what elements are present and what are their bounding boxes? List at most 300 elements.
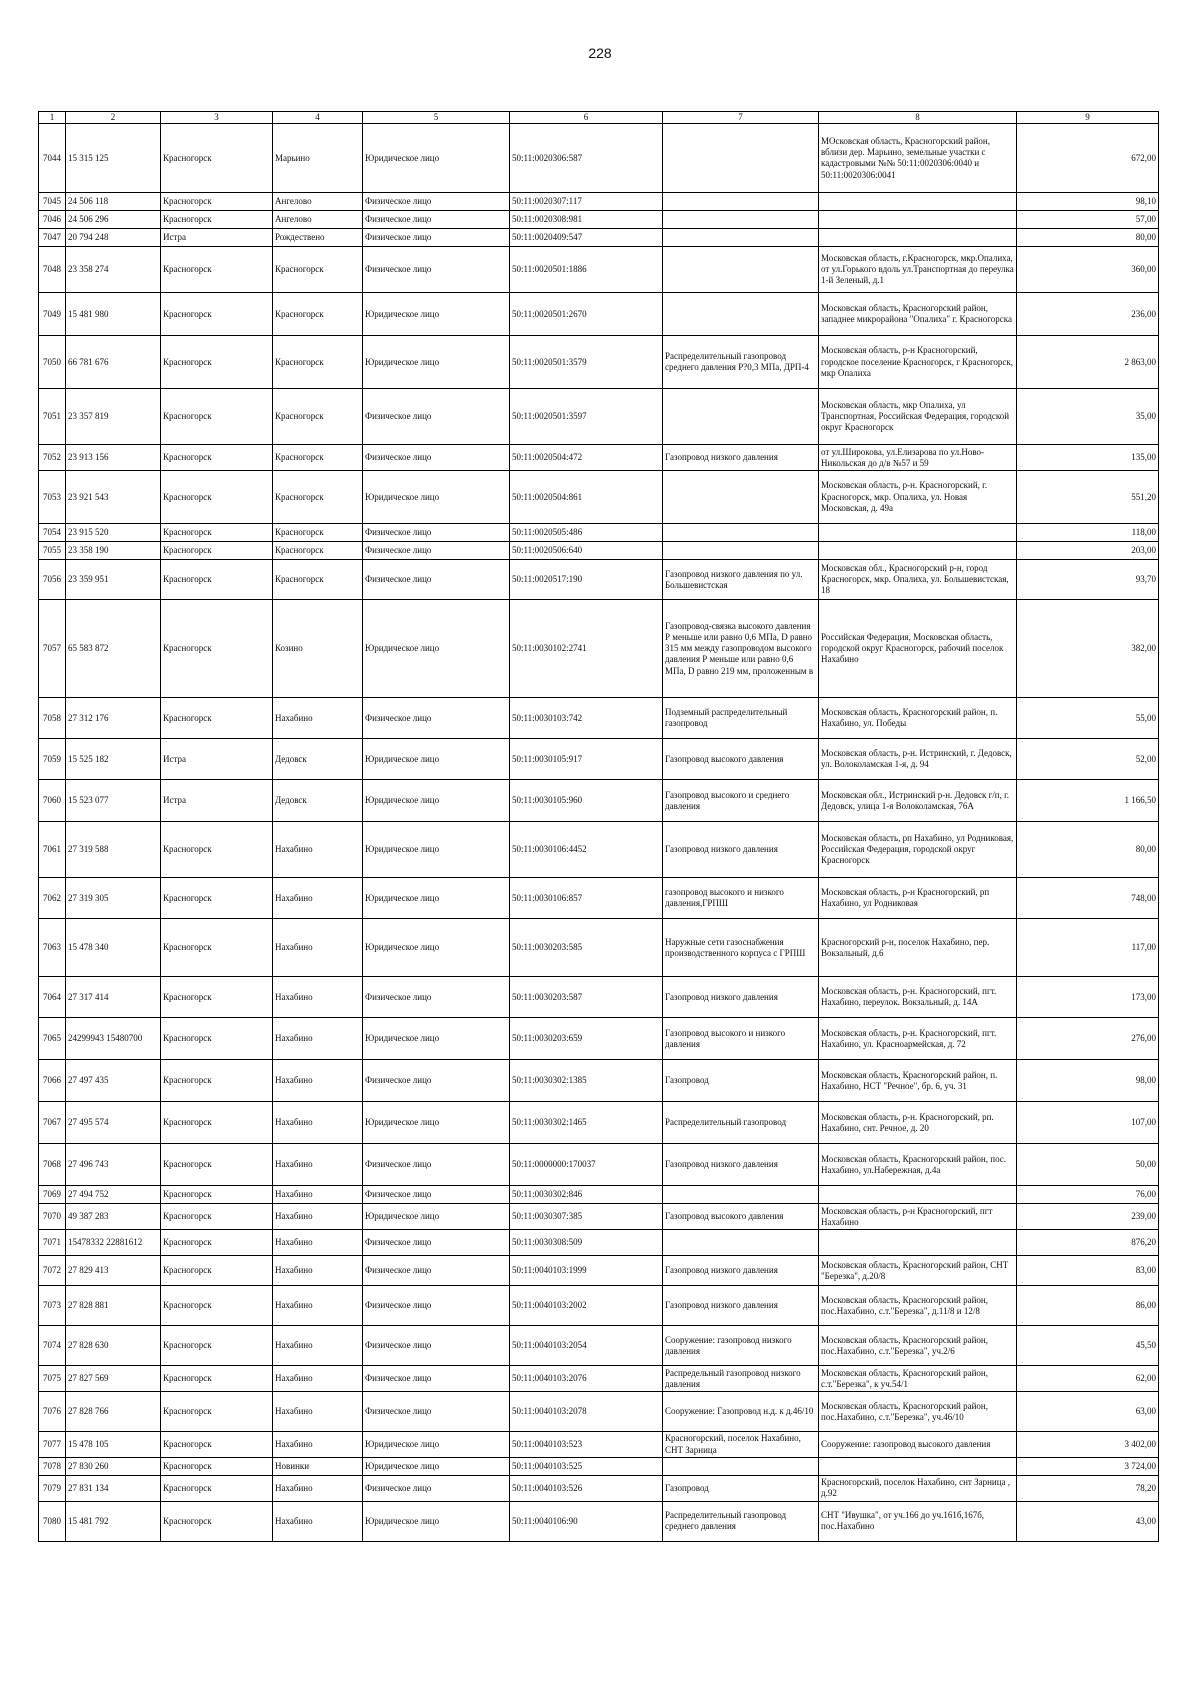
row-number: 7070 bbox=[39, 1204, 66, 1230]
inn-cell: 15 478 340 bbox=[66, 919, 161, 977]
locality-cell: Красногорск bbox=[273, 445, 363, 471]
cadastral-number-cell: 50:11:0020501:2670 bbox=[510, 293, 663, 336]
area-value-cell: 239,00 bbox=[1017, 1204, 1159, 1230]
address-cell: МОсковская область, Красногорский район, вблизи дер. Марьино, земельные участки с кадастровыми №№ 50:11:0020306:0040 и 50:11:0020306:0041 bbox=[819, 124, 1017, 193]
page-number: 228 bbox=[588, 45, 612, 61]
inn-cell: 66 781 676 bbox=[66, 336, 161, 389]
row-number: 7048 bbox=[39, 247, 66, 293]
inn-cell: 15 481 980 bbox=[66, 293, 161, 336]
table-row bbox=[39, 1186, 1159, 1204]
cadastral-number-cell: 50:11:0000000:170037 bbox=[510, 1144, 663, 1186]
object-description-cell: Газопровод bbox=[663, 1060, 819, 1102]
locality-cell: Красногорск bbox=[273, 247, 363, 293]
column-header: 5 bbox=[363, 112, 510, 124]
area-value-cell: 118,00 bbox=[1017, 524, 1159, 542]
owner-type-cell: Физическое лицо bbox=[363, 977, 510, 1018]
row-number: 7054 bbox=[39, 524, 66, 542]
cadastral-number-cell: 50:11:0040103:2054 bbox=[510, 1326, 663, 1366]
area-value-cell: 117,00 bbox=[1017, 919, 1159, 977]
inn-cell: 27 317 414 bbox=[66, 977, 161, 1018]
owner-type-cell: Физическое лицо bbox=[363, 1144, 510, 1186]
table-row bbox=[39, 822, 1159, 878]
column-header: 6 bbox=[510, 112, 663, 124]
registry-table bbox=[38, 111, 1159, 1542]
address-cell bbox=[819, 524, 1017, 542]
district-cell: Красногорск bbox=[161, 471, 273, 524]
cadastral-number-cell: 50:11:0020506:640 bbox=[510, 542, 663, 560]
district-cell: Красногорск bbox=[161, 878, 273, 919]
district-cell: Красногорск bbox=[161, 919, 273, 977]
table-row bbox=[39, 1501, 1159, 1541]
table-row bbox=[39, 124, 1159, 193]
locality-cell: Ангелово bbox=[273, 193, 363, 211]
cadastral-number-cell: 50:11:0020517:190 bbox=[510, 560, 663, 600]
address-cell: Московская область, р-н Красногорский, городское поселение Красногорск, г Красногорск, мкр Опалиха bbox=[819, 336, 1017, 389]
inn-cell: 27 830 260 bbox=[66, 1457, 161, 1475]
locality-cell: Нахабино bbox=[273, 1102, 363, 1144]
inn-cell: 23 921 543 bbox=[66, 471, 161, 524]
locality-cell: Ангелово bbox=[273, 211, 363, 229]
object-description-cell bbox=[663, 471, 819, 524]
district-cell: Красногорск bbox=[161, 1501, 273, 1541]
row-number: 7060 bbox=[39, 780, 66, 822]
cadastral-number-cell: 50:11:0030106:857 bbox=[510, 878, 663, 919]
owner-type-cell: Юридическое лицо bbox=[363, 471, 510, 524]
owner-type-cell: Физическое лицо bbox=[363, 542, 510, 560]
locality-cell: Нахабино bbox=[273, 878, 363, 919]
area-value-cell: 98,00 bbox=[1017, 1060, 1159, 1102]
locality-cell: Нахабино bbox=[273, 1392, 363, 1432]
area-value-cell: 2 863,00 bbox=[1017, 336, 1159, 389]
cadastral-number-cell: 50:11:0040103:526 bbox=[510, 1475, 663, 1501]
table-row bbox=[39, 524, 1159, 542]
owner-type-cell: Физическое лицо bbox=[363, 211, 510, 229]
district-cell: Красногорск bbox=[161, 193, 273, 211]
cadastral-number-cell: 50:11:0030203:659 bbox=[510, 1018, 663, 1060]
address-cell: Красногорский, поселок Нахабино, снт Зарница , д.92 bbox=[819, 1475, 1017, 1501]
row-number: 7052 bbox=[39, 445, 66, 471]
owner-type-cell: Юридическое лицо bbox=[363, 1102, 510, 1144]
object-description-cell bbox=[663, 1186, 819, 1204]
row-number: 7073 bbox=[39, 1286, 66, 1326]
column-header: 8 bbox=[819, 112, 1017, 124]
object-description-cell bbox=[663, 1230, 819, 1256]
object-description-cell: Красногорский, поселок Нахабино, СНТ Зарница bbox=[663, 1432, 819, 1458]
cadastral-number-cell: 50:11:0020308:981 bbox=[510, 211, 663, 229]
object-description-cell: газопровод высокого и низкого давления,ГРПШ bbox=[663, 878, 819, 919]
locality-cell: Красногорск bbox=[273, 389, 363, 445]
inn-cell: 23 358 274 bbox=[66, 247, 161, 293]
inn-cell: 23 359 951 bbox=[66, 560, 161, 600]
column-header: 3 bbox=[161, 112, 273, 124]
inn-cell: 15 523 077 bbox=[66, 780, 161, 822]
cadastral-number-cell: 50:11:0030302:1385 bbox=[510, 1060, 663, 1102]
district-cell: Красногорск bbox=[161, 211, 273, 229]
address-cell: Московская область, Красногорский район, пос.Нахабино, с.т."Березка", уч.46/10 bbox=[819, 1392, 1017, 1432]
locality-cell: Нахабино bbox=[273, 1501, 363, 1541]
row-number: 7056 bbox=[39, 560, 66, 600]
owner-type-cell: Физическое лицо bbox=[363, 193, 510, 211]
table-row bbox=[39, 1018, 1159, 1060]
district-cell: Красногорск bbox=[161, 1204, 273, 1230]
owner-type-cell: Физическое лицо bbox=[363, 560, 510, 600]
row-number: 7049 bbox=[39, 293, 66, 336]
row-number: 7055 bbox=[39, 542, 66, 560]
row-number: 7046 bbox=[39, 211, 66, 229]
district-cell: Красногорск bbox=[161, 445, 273, 471]
locality-cell: Нахабино bbox=[273, 1204, 363, 1230]
owner-type-cell: Юридическое лицо bbox=[363, 1432, 510, 1458]
inn-cell: 27 494 752 bbox=[66, 1186, 161, 1204]
cadastral-number-cell: 50:11:0020501:3579 bbox=[510, 336, 663, 389]
cadastral-number-cell: 50:11:0020306:587 bbox=[510, 124, 663, 193]
locality-cell: Нахабино bbox=[273, 822, 363, 878]
district-cell: Красногорск bbox=[161, 524, 273, 542]
table-row bbox=[39, 919, 1159, 977]
owner-type-cell: Физическое лицо bbox=[363, 1186, 510, 1204]
cadastral-number-cell: 50:11:0020307:117 bbox=[510, 193, 663, 211]
owner-type-cell: Физическое лицо bbox=[363, 389, 510, 445]
area-value-cell: 45,50 bbox=[1017, 1326, 1159, 1366]
table-row bbox=[39, 780, 1159, 822]
locality-cell: Нахабино bbox=[273, 1475, 363, 1501]
area-value-cell: 35,00 bbox=[1017, 389, 1159, 445]
owner-type-cell: Юридическое лицо bbox=[363, 1204, 510, 1230]
owner-type-cell: Физическое лицо bbox=[363, 1286, 510, 1326]
district-cell: Красногорск bbox=[161, 1102, 273, 1144]
district-cell: Красногорск bbox=[161, 822, 273, 878]
district-cell: Красногорск bbox=[161, 560, 273, 600]
address-cell bbox=[819, 193, 1017, 211]
inn-cell: 23 913 156 bbox=[66, 445, 161, 471]
row-number: 7069 bbox=[39, 1186, 66, 1204]
table-row bbox=[39, 1144, 1159, 1186]
address-cell: Московская область, р-н. Красногорский, пгт. Нахабино, переулок. Вокзальный, д. 14А bbox=[819, 977, 1017, 1018]
area-value-cell: 57,00 bbox=[1017, 211, 1159, 229]
row-number: 7071 bbox=[39, 1230, 66, 1256]
object-description-cell bbox=[663, 1457, 819, 1475]
address-cell: Московская область, Красногорский район, западнее микрорайона "Опалиха" г. Красногорска bbox=[819, 293, 1017, 336]
inn-cell: 27 829 413 bbox=[66, 1256, 161, 1286]
cadastral-number-cell: 50:11:0030105:917 bbox=[510, 739, 663, 780]
object-description-cell bbox=[663, 293, 819, 336]
object-description-cell bbox=[663, 211, 819, 229]
inn-cell: 15478332 22881612 bbox=[66, 1230, 161, 1256]
object-description-cell: Газопровод низкого давления bbox=[663, 1144, 819, 1186]
column-header: 9 bbox=[1017, 112, 1159, 124]
locality-cell: Красногорск bbox=[273, 471, 363, 524]
inn-cell: 24 506 118 bbox=[66, 193, 161, 211]
district-cell: Красногорск bbox=[161, 247, 273, 293]
row-number: 7067 bbox=[39, 1102, 66, 1144]
area-value-cell: 203,00 bbox=[1017, 542, 1159, 560]
object-description-cell: Сооружение: газопровод низкого давления bbox=[663, 1326, 819, 1366]
table-row bbox=[39, 211, 1159, 229]
cadastral-number-cell: 50:11:0020501:3597 bbox=[510, 389, 663, 445]
address-cell: Московская область, Красногорский район, пос. Нахабино, ул.Набережная, д.4а bbox=[819, 1144, 1017, 1186]
area-value-cell: 50,00 bbox=[1017, 1144, 1159, 1186]
owner-type-cell: Физическое лицо bbox=[363, 1475, 510, 1501]
inn-cell: 27 828 630 bbox=[66, 1326, 161, 1366]
area-value-cell: 76,00 bbox=[1017, 1186, 1159, 1204]
cadastral-number-cell: 50:11:0030106:4452 bbox=[510, 822, 663, 878]
column-header: 2 bbox=[66, 112, 161, 124]
address-cell: Московская область, Красногорский район, СНТ "Березка", д.20/8 bbox=[819, 1256, 1017, 1286]
district-cell: Красногорск bbox=[161, 1366, 273, 1392]
area-value-cell: 360,00 bbox=[1017, 247, 1159, 293]
locality-cell: Нахабино bbox=[273, 1366, 363, 1392]
table-row bbox=[39, 542, 1159, 560]
object-description-cell bbox=[663, 229, 819, 247]
locality-cell: Нахабино bbox=[273, 1144, 363, 1186]
address-cell: Московская область, р-н. Истринский, г. Дедовск, ул. Волоколамская 1-я, д. 94 bbox=[819, 739, 1017, 780]
cadastral-number-cell: 50:11:0040103:2078 bbox=[510, 1392, 663, 1432]
object-description-cell: Распределительный газопровод среднего давления bbox=[663, 1501, 819, 1541]
table-row bbox=[39, 1256, 1159, 1286]
header-row bbox=[39, 112, 1159, 124]
cadastral-number-cell: 50:11:0030203:585 bbox=[510, 919, 663, 977]
inn-cell: 65 583 872 bbox=[66, 600, 161, 698]
area-value-cell: 876,20 bbox=[1017, 1230, 1159, 1256]
cadastral-number-cell: 50:11:0040103:525 bbox=[510, 1457, 663, 1475]
district-cell: Красногорск bbox=[161, 977, 273, 1018]
owner-type-cell: Физическое лицо bbox=[363, 1060, 510, 1102]
area-value-cell: 86,00 bbox=[1017, 1286, 1159, 1326]
locality-cell: Нахабино bbox=[273, 1018, 363, 1060]
object-description-cell bbox=[663, 247, 819, 293]
object-description-cell: Газопровод низкого давления bbox=[663, 1256, 819, 1286]
object-description-cell: Подземный распределительный газопровод bbox=[663, 698, 819, 739]
inn-cell: 15 478 105 bbox=[66, 1432, 161, 1458]
inn-cell: 20 794 248 bbox=[66, 229, 161, 247]
inn-cell: 23 915 520 bbox=[66, 524, 161, 542]
column-header: 1 bbox=[39, 112, 66, 124]
table-row bbox=[39, 193, 1159, 211]
cadastral-number-cell: 50:11:0020504:861 bbox=[510, 471, 663, 524]
district-cell: Красногорск bbox=[161, 698, 273, 739]
address-cell: Московская область, мкр Опалиха, ул Транспортная, Российская Федерация, городской округ Красногорск bbox=[819, 389, 1017, 445]
inn-cell: 27 828 881 bbox=[66, 1286, 161, 1326]
object-description-cell bbox=[663, 542, 819, 560]
locality-cell: Рождествено bbox=[273, 229, 363, 247]
inn-cell: 27 827 569 bbox=[66, 1366, 161, 1392]
cadastral-number-cell: 50:11:0030102:2741 bbox=[510, 600, 663, 698]
object-description-cell: Газопровод высокого и среднего давления bbox=[663, 780, 819, 822]
locality-cell: Нахабино bbox=[273, 919, 363, 977]
row-number: 7075 bbox=[39, 1366, 66, 1392]
area-value-cell: 1 166,50 bbox=[1017, 780, 1159, 822]
object-description-cell: Газопровод высокого давления bbox=[663, 1204, 819, 1230]
owner-type-cell: Физическое лицо bbox=[363, 1392, 510, 1432]
table-row bbox=[39, 1475, 1159, 1501]
owner-type-cell: Юридическое лицо bbox=[363, 336, 510, 389]
inn-cell: 27 831 134 bbox=[66, 1475, 161, 1501]
address-cell bbox=[819, 542, 1017, 560]
area-value-cell: 3 724,00 bbox=[1017, 1457, 1159, 1475]
inn-cell: 23 357 819 bbox=[66, 389, 161, 445]
cadastral-number-cell: 50:11:0040103:2076 bbox=[510, 1366, 663, 1392]
table-row bbox=[39, 336, 1159, 389]
cadastral-number-cell: 50:11:0030302:846 bbox=[510, 1186, 663, 1204]
address-cell bbox=[819, 211, 1017, 229]
object-description-cell bbox=[663, 193, 819, 211]
owner-type-cell: Физическое лицо bbox=[363, 1326, 510, 1366]
address-cell: Московская область, Красногорский район, пос.Нахабино, с.т."Березка", д.11/8 и 12/8 bbox=[819, 1286, 1017, 1326]
cadastral-number-cell: 50:11:0030105:960 bbox=[510, 780, 663, 822]
row-number: 7076 bbox=[39, 1392, 66, 1432]
cadastral-number-cell: 50:11:0040103:523 bbox=[510, 1432, 663, 1458]
cadastral-number-cell: 50:11:0020501:1886 bbox=[510, 247, 663, 293]
owner-type-cell: Юридическое лицо bbox=[363, 1018, 510, 1060]
area-value-cell: 276,00 bbox=[1017, 1018, 1159, 1060]
table-row bbox=[39, 1060, 1159, 1102]
owner-type-cell: Физическое лицо bbox=[363, 445, 510, 471]
locality-cell: Марьино bbox=[273, 124, 363, 193]
row-number: 7064 bbox=[39, 977, 66, 1018]
address-cell: Московская область, г.Красногорск, мкр.Опалиха, от ул.Горького вдоль ул.Транспортная до переулка 1-й Зеленый, д.1 bbox=[819, 247, 1017, 293]
owner-type-cell: Физическое лицо bbox=[363, 247, 510, 293]
district-cell: Красногорск bbox=[161, 1230, 273, 1256]
inn-cell: 15 481 792 bbox=[66, 1501, 161, 1541]
district-cell: Красногорск bbox=[161, 389, 273, 445]
table-row bbox=[39, 1230, 1159, 1256]
area-value-cell: 43,00 bbox=[1017, 1501, 1159, 1541]
address-cell bbox=[819, 1457, 1017, 1475]
address-cell: Московская обл., Красногорский р-н, город Красногорск, мкр. Опалиха, ул. Большевистская, 18 bbox=[819, 560, 1017, 600]
table-row bbox=[39, 1366, 1159, 1392]
object-description-cell: Распредельный газопровод низкого давления bbox=[663, 1366, 819, 1392]
owner-type-cell: Юридическое лицо bbox=[363, 1457, 510, 1475]
locality-cell: Нахабино bbox=[273, 1230, 363, 1256]
locality-cell: Новинки bbox=[273, 1457, 363, 1475]
owner-type-cell: Юридическое лицо bbox=[363, 919, 510, 977]
district-cell: Красногорск bbox=[161, 1256, 273, 1286]
object-description-cell: Распределительный газопровод bbox=[663, 1102, 819, 1144]
row-number: 7063 bbox=[39, 919, 66, 977]
district-cell: Красногорск bbox=[161, 336, 273, 389]
table-row bbox=[39, 471, 1159, 524]
cadastral-number-cell: 50:11:0030103:742 bbox=[510, 698, 663, 739]
inn-cell: 15 525 182 bbox=[66, 739, 161, 780]
table-row bbox=[39, 1457, 1159, 1475]
address-cell: Московская область, рп Нахабино, ул Родниковая, Российская Федерация, городской округ Красногорск bbox=[819, 822, 1017, 878]
owner-type-cell: Юридическое лицо bbox=[363, 780, 510, 822]
address-cell: Московская область, р-н. Красногорский, пгт. Нахабино, ул. Красноармейская, д. 72 bbox=[819, 1018, 1017, 1060]
inn-cell: 23 358 190 bbox=[66, 542, 161, 560]
area-value-cell: 80,00 bbox=[1017, 229, 1159, 247]
district-cell: Красногорск bbox=[161, 542, 273, 560]
address-cell: Московская обл., Истринский р-н. Дедовск г/п, г. Дедовск, улица 1-я Волоколамская, 76А bbox=[819, 780, 1017, 822]
inn-cell: 27 319 305 bbox=[66, 878, 161, 919]
table-row bbox=[39, 1286, 1159, 1326]
district-cell: Красногорск bbox=[161, 1186, 273, 1204]
row-number: 7061 bbox=[39, 822, 66, 878]
cadastral-number-cell: 50:11:0030308:509 bbox=[510, 1230, 663, 1256]
owner-type-cell: Физическое лицо bbox=[363, 1366, 510, 1392]
owner-type-cell: Юридическое лицо bbox=[363, 1501, 510, 1541]
object-description-cell: Газопровод низкого давления по ул. Большевистская bbox=[663, 560, 819, 600]
object-description-cell: Газопровод-связка высокого давления Р меньше или равно 0,6 МПа, D равно 315 мм между газопроводом высокого давления Р меньше или равно 0,6 МПа, D равно 219 мм, проложенным в bbox=[663, 600, 819, 698]
object-description-cell: Наружные сети газоснабжения производственного корпуса с ГРПШ bbox=[663, 919, 819, 977]
owner-type-cell: Юридическое лицо bbox=[363, 822, 510, 878]
area-value-cell: 236,00 bbox=[1017, 293, 1159, 336]
table-row bbox=[39, 1204, 1159, 1230]
area-value-cell: 382,00 bbox=[1017, 600, 1159, 698]
table-row bbox=[39, 600, 1159, 698]
locality-cell: Красногорск bbox=[273, 293, 363, 336]
address-cell: от ул.Широкова, ул.Елизарова по ул.Ново-Никольская до д/в №57 и 59 bbox=[819, 445, 1017, 471]
district-cell: Истра bbox=[161, 229, 273, 247]
locality-cell: Дедовск bbox=[273, 780, 363, 822]
locality-cell: Нахабино bbox=[273, 1432, 363, 1458]
owner-type-cell: Юридическое лицо bbox=[363, 124, 510, 193]
address-cell: Московская область, Красногорский район, п. Нахабино, ул. Победы bbox=[819, 698, 1017, 739]
cadastral-number-cell: 50:11:0020505:486 bbox=[510, 524, 663, 542]
table-row bbox=[39, 698, 1159, 739]
table-body bbox=[39, 124, 1159, 1542]
locality-cell: Красногорск bbox=[273, 336, 363, 389]
inn-cell: 27 828 766 bbox=[66, 1392, 161, 1432]
locality-cell: Нахабино bbox=[273, 1326, 363, 1366]
row-number: 7058 bbox=[39, 698, 66, 739]
address-cell: Московская область, Красногорский район, с.т."Березка", к уч.54/1 bbox=[819, 1366, 1017, 1392]
inn-cell: 27 497 435 bbox=[66, 1060, 161, 1102]
table-row bbox=[39, 293, 1159, 336]
row-number: 7051 bbox=[39, 389, 66, 445]
locality-cell: Козино bbox=[273, 600, 363, 698]
address-cell: СНТ "Ивушка", от уч.166 до уч.161б,167б, пос.Нахабино bbox=[819, 1501, 1017, 1541]
table-row bbox=[39, 247, 1159, 293]
object-description-cell: Распределительный газопровод среднего давления Р?0,3 МПа, ДРП-4 bbox=[663, 336, 819, 389]
owner-type-cell: Юридическое лицо bbox=[363, 878, 510, 919]
row-number: 7059 bbox=[39, 739, 66, 780]
object-description-cell: Газопровод низкого давления bbox=[663, 445, 819, 471]
area-value-cell: 551,20 bbox=[1017, 471, 1159, 524]
cadastral-number-cell: 50:11:0020409:547 bbox=[510, 229, 663, 247]
table-row bbox=[39, 560, 1159, 600]
object-description-cell: Сооружение: Газопровод н.д. к д.46/10 bbox=[663, 1392, 819, 1432]
object-description-cell: Газопровод bbox=[663, 1475, 819, 1501]
area-value-cell: 93,70 bbox=[1017, 560, 1159, 600]
address-cell: Красногорский р-н, поселок Нахабино, пер. Вокзальный, д.6 bbox=[819, 919, 1017, 977]
owner-type-cell: Физическое лицо bbox=[363, 1230, 510, 1256]
object-description-cell: Газопровод низкого давления bbox=[663, 822, 819, 878]
inn-cell: 27 312 176 bbox=[66, 698, 161, 739]
locality-cell: Нахабино bbox=[273, 1256, 363, 1286]
area-value-cell: 173,00 bbox=[1017, 977, 1159, 1018]
address-cell: Сооружение: газопровод высокого давления bbox=[819, 1432, 1017, 1458]
cadastral-number-cell: 50:11:0020504:472 bbox=[510, 445, 663, 471]
object-description-cell: Газопровод низкого давления bbox=[663, 1286, 819, 1326]
locality-cell: Красногорск bbox=[273, 560, 363, 600]
address-cell bbox=[819, 1230, 1017, 1256]
table-row bbox=[39, 739, 1159, 780]
locality-cell: Дедовск bbox=[273, 739, 363, 780]
address-cell bbox=[819, 229, 1017, 247]
row-number: 7057 bbox=[39, 600, 66, 698]
owner-type-cell: Юридическое лицо bbox=[363, 600, 510, 698]
row-number: 7045 bbox=[39, 193, 66, 211]
inn-cell: 49 387 283 bbox=[66, 1204, 161, 1230]
inn-cell: 15 315 125 bbox=[66, 124, 161, 193]
area-value-cell: 98,10 bbox=[1017, 193, 1159, 211]
row-number: 7079 bbox=[39, 1475, 66, 1501]
row-number: 7065 bbox=[39, 1018, 66, 1060]
district-cell: Красногорск bbox=[161, 1432, 273, 1458]
table-row bbox=[39, 389, 1159, 445]
row-number: 7062 bbox=[39, 878, 66, 919]
district-cell: Красногорск bbox=[161, 124, 273, 193]
